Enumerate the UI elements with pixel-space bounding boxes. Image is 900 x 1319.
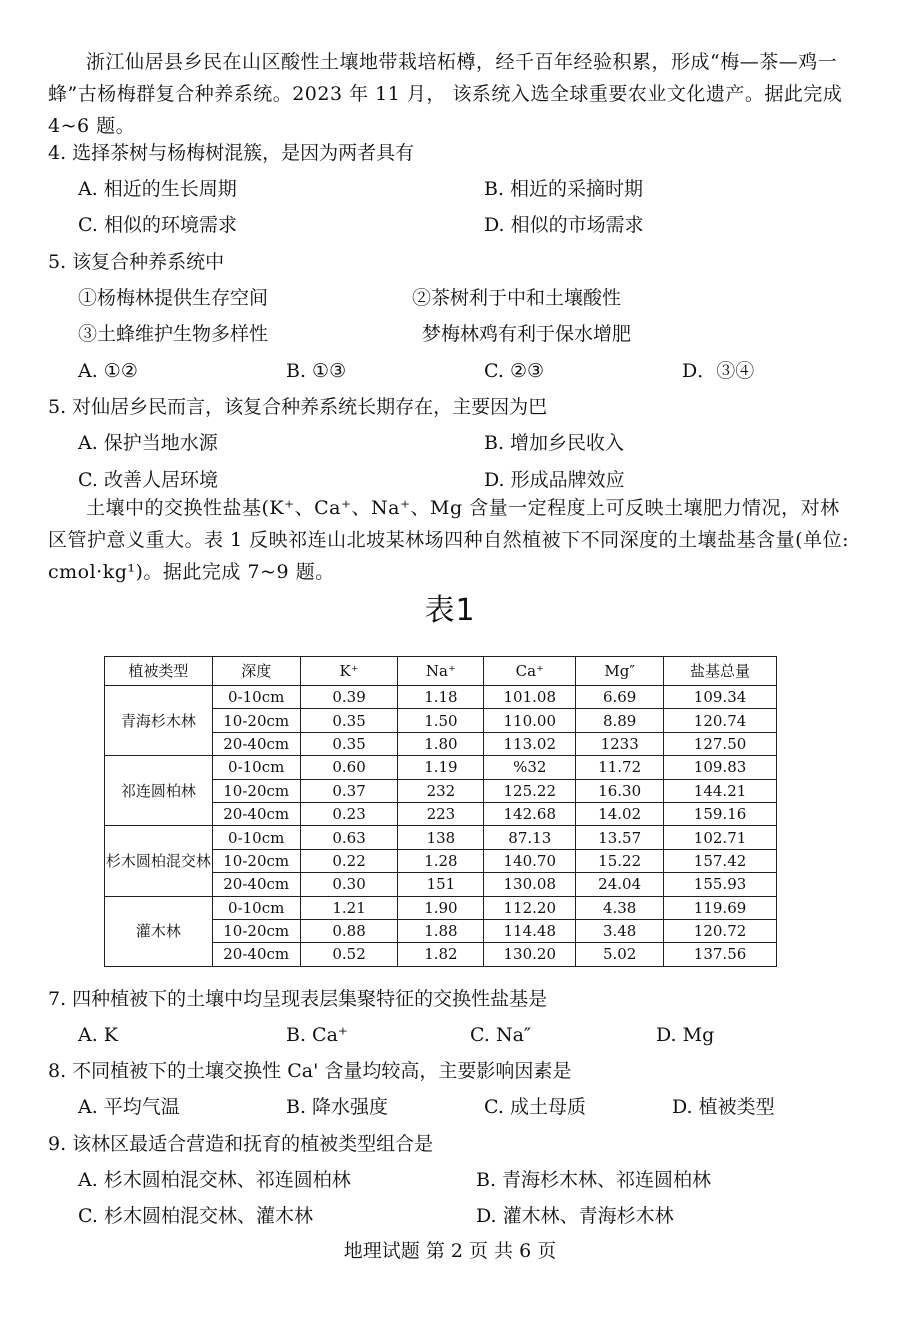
cell-total: 120.72 bbox=[664, 919, 777, 942]
q5-item-2: ②茶树利于中和土壤酸性 bbox=[412, 287, 622, 309]
q5-option-b: B. ①③ bbox=[286, 360, 347, 382]
vegetation-name: 杉木圆柏混交林 bbox=[105, 826, 213, 896]
vegetation-name: 青海杉木林 bbox=[105, 686, 213, 756]
cell-na: 223 bbox=[398, 802, 484, 825]
cell-k: 0.52 bbox=[300, 943, 398, 966]
cell-depth: 0-10cm bbox=[212, 896, 300, 919]
cell-ca: 112.20 bbox=[484, 896, 576, 919]
page-footer: 地理试题 第 2 页 共 6 页 bbox=[343, 1240, 557, 1262]
cell-depth: 10-20cm bbox=[212, 709, 300, 732]
cell-na: 151 bbox=[398, 873, 484, 896]
q8-option-a: A. 平均气温 bbox=[78, 1096, 180, 1118]
cell-depth: 0-10cm bbox=[212, 686, 300, 709]
cell-mg: 16.30 bbox=[576, 779, 664, 802]
q4-option-b: B. 相近的采摘时期 bbox=[484, 178, 644, 200]
cell-na: 232 bbox=[398, 779, 484, 802]
intro-passage-1: 浙江仙居县乡民在山区酸性土壤地带栽培柘樽，经千百年经验积累，形成“梅—茶—鸡一蜂”古杨梅群复合种养系统。2023 年 11 月， 该系统入选全球重要农业文化遗产。据此完成 4~6 题。 bbox=[48, 51, 843, 137]
q7-option-a: A. K bbox=[78, 1024, 118, 1046]
cell-ca: 125.22 bbox=[484, 779, 576, 802]
cell-ca: 140.70 bbox=[484, 849, 576, 872]
cell-ca: 113.02 bbox=[484, 732, 576, 755]
table-title: 表1 bbox=[424, 593, 476, 628]
cell-total: 159.16 bbox=[664, 802, 777, 825]
cell-ca: 130.08 bbox=[484, 873, 576, 896]
cell-mg: 15.22 bbox=[576, 849, 664, 872]
table-header-row bbox=[105, 657, 777, 686]
q8-option-c: C. 成土母质 bbox=[484, 1096, 586, 1118]
cell-depth: 0-10cm bbox=[212, 756, 300, 779]
soil-base-table bbox=[104, 656, 777, 967]
vegetation-name: 祁连圆柏林 bbox=[105, 756, 213, 826]
cell-total: 137.56 bbox=[664, 943, 777, 966]
question-7-stem: 7. 四种植被下的土壤中均呈现表层集聚特征的交换性盐基是 bbox=[48, 988, 548, 1010]
q8-option-b: B. 降水强度 bbox=[286, 1096, 389, 1118]
q7-option-b: B. Ca⁺ bbox=[286, 1024, 348, 1046]
question-5-stem: 5. 该复合种养系统中 bbox=[48, 251, 225, 273]
cell-ca: 101.08 bbox=[484, 686, 576, 709]
cell-depth: 20-40cm bbox=[212, 732, 300, 755]
q6-option-b: B. 增加乡民收入 bbox=[484, 432, 625, 454]
q5-item-4: 梦梅林鸡有利于保水增肥 bbox=[422, 323, 632, 345]
cell-total: 120.74 bbox=[664, 709, 777, 732]
cell-k: 0.39 bbox=[300, 686, 398, 709]
q5-option-a: A. ①② bbox=[78, 360, 138, 382]
cell-na: 1.88 bbox=[398, 919, 484, 942]
header-total: 盐基总量 bbox=[664, 657, 777, 686]
cell-mg: 8.89 bbox=[576, 709, 664, 732]
cell-na: 1.50 bbox=[398, 709, 484, 732]
cell-k: 0.35 bbox=[300, 709, 398, 732]
question-6-stem: 5. 对仙居乡民而言，该复合种养系统长期存在，主要因为巴 bbox=[48, 396, 548, 418]
cell-mg: 11.72 bbox=[576, 756, 664, 779]
cell-na: 1.28 bbox=[398, 849, 484, 872]
q5-item-3: ③土蜂维护生物多样性 bbox=[78, 323, 269, 345]
cell-k: 0.37 bbox=[300, 779, 398, 802]
cell-na: 1.82 bbox=[398, 943, 484, 966]
cell-depth: 10-20cm bbox=[212, 919, 300, 942]
cell-mg: 1233 bbox=[576, 732, 664, 755]
header-ca: Ca⁺ bbox=[484, 657, 576, 686]
question-9-stem: 9. 该林区最适合营造和抚育的植被类型组合是 bbox=[48, 1133, 434, 1155]
cell-depth: 10-20cm bbox=[212, 779, 300, 802]
cell-mg: 4.38 bbox=[576, 896, 664, 919]
q4-option-d: D. 相似的市场需求 bbox=[484, 214, 644, 236]
cell-mg: 5.02 bbox=[576, 943, 664, 966]
cell-depth: 0-10cm bbox=[212, 826, 300, 849]
vegetation-name: 灌木林 bbox=[105, 896, 213, 966]
cell-ca: 87.13 bbox=[484, 826, 576, 849]
cell-ca: 114.48 bbox=[484, 919, 576, 942]
cell-na: 138 bbox=[398, 826, 484, 849]
cell-ca: 110.00 bbox=[484, 709, 576, 732]
cell-ca: 130.20 bbox=[484, 943, 576, 966]
cell-k: 0.60 bbox=[300, 756, 398, 779]
q9-option-b: B. 青海杉木林、祁连圆柏林 bbox=[476, 1169, 712, 1191]
header-mg: Mg″ bbox=[576, 657, 664, 686]
q7-option-d: D. Mg bbox=[656, 1024, 715, 1046]
table-row bbox=[105, 756, 777, 779]
header-vegetation: 植被类型 bbox=[105, 657, 213, 686]
cell-total: 102.71 bbox=[664, 826, 777, 849]
cell-na: 1.19 bbox=[398, 756, 484, 779]
cell-mg: 24.04 bbox=[576, 873, 664, 896]
q5-option-c: C. ②③ bbox=[484, 360, 545, 382]
q6-option-c: C. 改善人居环境 bbox=[78, 469, 218, 491]
cell-depth: 20-40cm bbox=[212, 943, 300, 966]
cell-total: 155.93 bbox=[664, 873, 777, 896]
cell-k: 0.63 bbox=[300, 826, 398, 849]
cell-depth: 20-40cm bbox=[212, 802, 300, 825]
cell-total: 144.21 bbox=[664, 779, 777, 802]
cell-na: 1.80 bbox=[398, 732, 484, 755]
question-8-stem: 8. 不同植被下的土壤交换性 Ca' 含量均较高，主要影响因素是 bbox=[48, 1060, 572, 1082]
intro-passage-2: 土壤中的交换性盐基(K⁺、Ca⁺、Na⁺、Mg 含量一定程度上可反映土壤肥力情况，对林区管护意义重大。表 1 反映祁连山北坡某林场四种自然植被下不同深度的土壤盐基含量(单位: cmol·kg¹)。据此完成 7~9 题。 bbox=[48, 497, 849, 583]
header-depth: 深度 bbox=[212, 657, 300, 686]
cell-depth: 20-40cm bbox=[212, 873, 300, 896]
header-na: Na⁺ bbox=[398, 657, 484, 686]
q7-option-c: C. Na″ bbox=[470, 1024, 531, 1046]
cell-k: 0.22 bbox=[300, 849, 398, 872]
cell-na: 1.18 bbox=[398, 686, 484, 709]
q8-option-d: D. 植被类型 bbox=[672, 1096, 775, 1118]
cell-total: 157.42 bbox=[664, 849, 777, 872]
q4-option-a: A. 相近的生长周期 bbox=[78, 178, 237, 200]
cell-k: 1.21 bbox=[300, 896, 398, 919]
table-row bbox=[105, 686, 777, 709]
cell-na: 1.90 bbox=[398, 896, 484, 919]
cell-total: 127.50 bbox=[664, 732, 777, 755]
q5-option-d: D．③④ bbox=[682, 360, 755, 382]
cell-k: 0.23 bbox=[300, 802, 398, 825]
cell-total: 119.69 bbox=[664, 896, 777, 919]
cell-mg: 6.69 bbox=[576, 686, 664, 709]
cell-mg: 3.48 bbox=[576, 919, 664, 942]
q6-option-d: D. 形成品牌效应 bbox=[484, 469, 625, 491]
cell-k: 0.30 bbox=[300, 873, 398, 896]
cell-ca: %32 bbox=[484, 756, 576, 779]
cell-depth: 10-20cm bbox=[212, 849, 300, 872]
table-row bbox=[105, 896, 777, 919]
header-k: K⁺ bbox=[300, 657, 398, 686]
q6-option-a: A. 保护当地水源 bbox=[78, 432, 218, 454]
question-4-stem: 4. 选择茶树与杨梅树混簇，是因为两者具有 bbox=[48, 142, 415, 164]
q4-option-c: C. 相似的环境需求 bbox=[78, 214, 237, 236]
cell-mg: 13.57 bbox=[576, 826, 664, 849]
q9-option-a: A. 杉木圆柏混交林、祁连圆柏林 bbox=[78, 1169, 351, 1191]
cell-total: 109.83 bbox=[664, 756, 777, 779]
q9-option-c: C. 杉木圆柏混交林、灌木林 bbox=[78, 1205, 313, 1227]
q9-option-d: D. 灌木林、青海杉木林 bbox=[476, 1205, 674, 1227]
cell-k: 0.35 bbox=[300, 732, 398, 755]
cell-mg: 14.02 bbox=[576, 802, 664, 825]
q5-item-1: ①杨梅林提供生存空间 bbox=[78, 287, 269, 309]
cell-k: 0.88 bbox=[300, 919, 398, 942]
cell-ca: 142.68 bbox=[484, 802, 576, 825]
table-row bbox=[105, 826, 777, 849]
cell-total: 109.34 bbox=[664, 686, 777, 709]
